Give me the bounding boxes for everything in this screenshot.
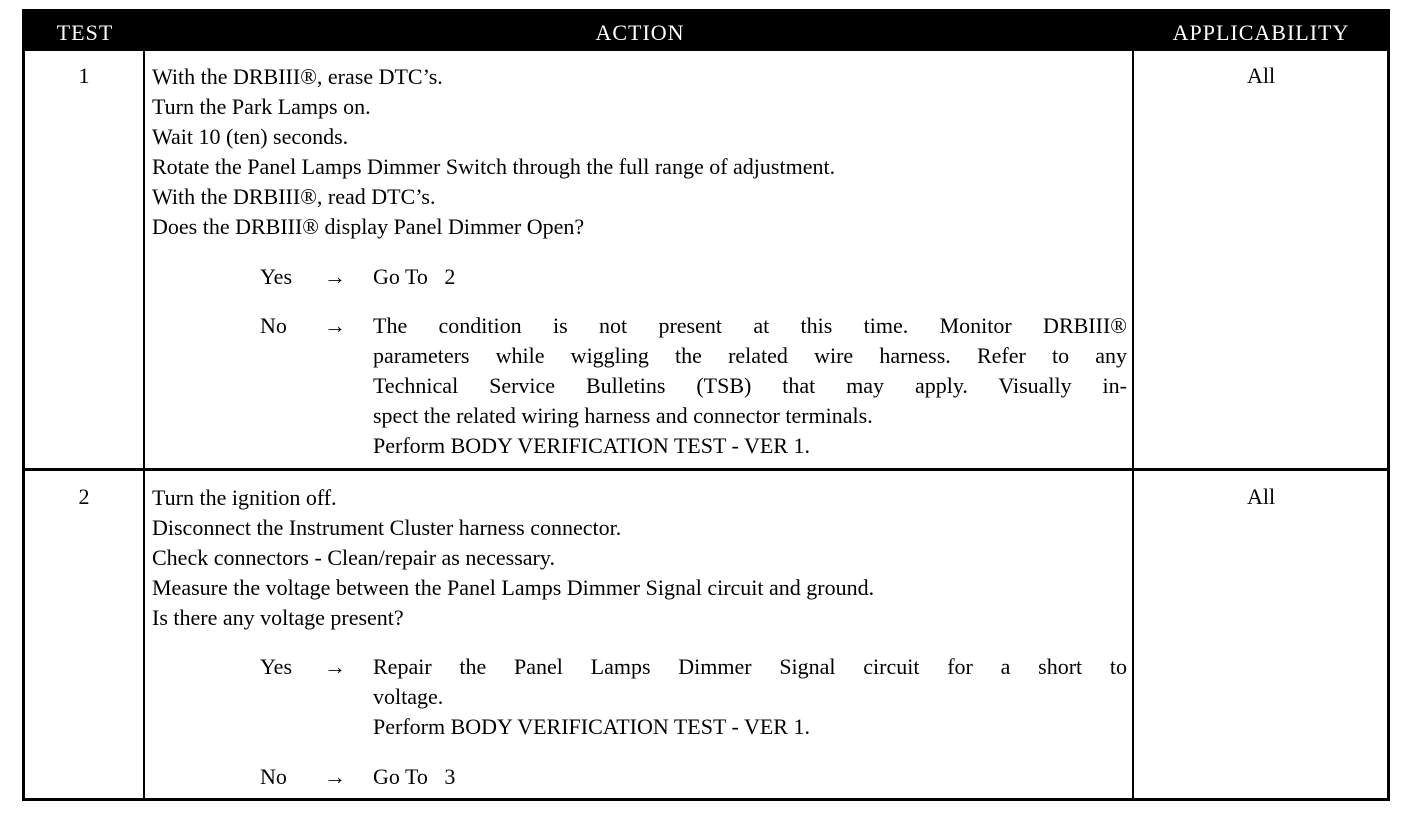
header-action: ACTION [595, 20, 685, 45]
arrow-icon: → [324, 264, 346, 289]
yes-label: Yes [260, 654, 293, 679]
branch-text: Go To 2 [373, 264, 456, 289]
arrow-icon: → [324, 654, 346, 679]
action-cell [152, 483, 1127, 792]
branch-text: voltage. [373, 684, 444, 709]
no-label: No [260, 313, 287, 338]
yes-branch [260, 652, 1127, 742]
column-divider [143, 51, 145, 798]
arrow-icon: → [324, 764, 346, 789]
step-text: Does the DRBIII® display Panel Dimmer Open? [152, 214, 585, 239]
test-number: 2 [78, 484, 90, 509]
table-header [25, 12, 1387, 51]
branch-text: The condition is not present at this time. Monitor DRBIII® [373, 313, 1127, 338]
branch-text: spect the related wiring harness and connector terminals. [373, 403, 873, 428]
applicability-value: All [1246, 484, 1276, 509]
step-text: Turn the ignition off. [152, 485, 337, 510]
step-text: Rotate the Panel Lamps Dimmer Switch through the full range of adjustment. [152, 154, 836, 179]
header-applicability: APPLICABILITY [1172, 20, 1350, 45]
step-text: With the DRBIII®, erase DTC’s. [152, 64, 443, 89]
column-divider [1132, 51, 1134, 798]
header-test: TEST [56, 20, 114, 45]
yes-label: Yes [260, 264, 293, 289]
no-branch [260, 311, 1127, 461]
procedure-table [22, 9, 1390, 801]
applicability-value: All [1246, 63, 1276, 88]
action-cell [152, 62, 1127, 461]
test-number: 1 [78, 63, 90, 88]
yes-branch [260, 262, 1127, 292]
branch-text: Go To 3 [373, 764, 456, 789]
branch-text: Repair the Panel Lamps Dimmer Signal circuit for a short to [373, 654, 1127, 679]
step-text: Disconnect the Instrument Cluster harness connector. [152, 515, 622, 540]
row-divider [25, 468, 1387, 471]
step-text: With the DRBIII®, read DTC’s. [152, 184, 436, 209]
arrow-icon: → [324, 313, 346, 338]
branch-text: Technical Service Bulletins (TSB) that may apply. Visually in- [373, 373, 1127, 398]
no-label: No [260, 764, 287, 789]
no-branch [260, 762, 1127, 792]
step-text: Is there any voltage present? [152, 605, 404, 630]
branch-text: parameters while wiggling the related wire harness. Refer to any [373, 343, 1127, 368]
step-text: Turn the Park Lamps on. [152, 94, 371, 119]
step-text: Measure the voltage between the Panel Lamps Dimmer Signal circuit and ground. [152, 575, 875, 600]
step-text: Check connectors - Clean/repair as necessary. [152, 545, 555, 570]
branch-text: Perform BODY VERIFICATION TEST - VER 1. [373, 714, 810, 739]
step-text: Wait 10 (ten) seconds. [152, 124, 349, 149]
branch-text: Perform BODY VERIFICATION TEST - VER 1. [373, 433, 810, 458]
